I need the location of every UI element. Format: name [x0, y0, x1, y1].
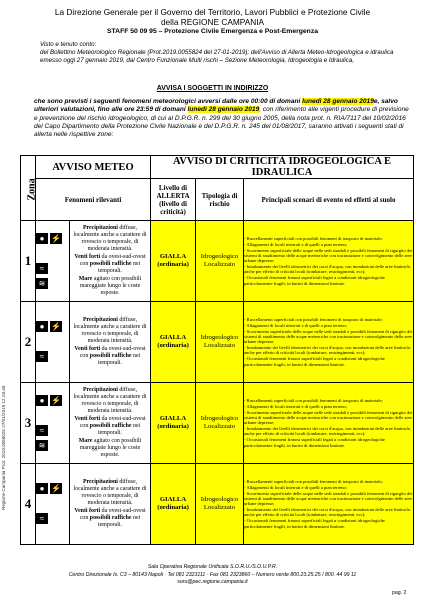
scenario-item: - Scorrimento superficiale delle acque nelle sedi stradali e possibili fenomeni di rigurgito dei sistemi di smaltimento delle acque meteoriche con tracimazione e coinvolgimento delle aree urbane depresse;: [244, 328, 413, 345]
scenario-item: - Ruscellamenti superficiali con possibili fenomeni di trasporto di materiale;: [244, 479, 383, 485]
weather-icons: [36, 464, 70, 545]
scenario-item: - Ruscellamenti superficiali con possibili fenomeni di trasporto di materiale;: [244, 398, 383, 404]
tipologia-header: Tipologia di rischio: [196, 179, 244, 221]
footer: [0, 564, 425, 587]
scenario-item: - Innalzamento dei livelli idrometrici dei corsi d'acqua, con inondazioni delle aree limitrofe, anche per effetto di criticità locali (tombature, restringimenti, ecc);: [244, 507, 411, 518]
rain-icon: ●: [36, 321, 48, 332]
fenomeni-cell: Precipitazioni diffuse, localmente anche a carattere di rovescio o temporale, di moderata intensità. Venti forti da ovest-sud-ovest con possibili raffiche nei temporali.: [70, 302, 151, 383]
footer-line-1: Sala Operativa Regionale Unificata S.O.R.U./S.O.U.P.R.: [147, 564, 278, 570]
protocol-stamp-text: Regione Campania Prot. 2019.0056025 27/01/2019 12.28.48: [1, 385, 6, 510]
zone-number: 4: [21, 464, 36, 545]
scenario-item: - Innalzamento dei livelli idrometrici dei corsi d'acqua, con inondazioni delle aree limitrofe, anche per effetto di criticità locali (tombature, restringimenti, ecc);: [244, 264, 411, 275]
body-date-2: lunedì 28 gennaio 2019: [187, 106, 260, 114]
protocol-stamp: [1, 340, 15, 510]
fenomeni-cell: Precipitazioni diffuse, localmente anche a carattere di rovescio o temporale, di moderata intensità. Venti forti da ovest-sud-ovest con possibili raffiche nei temporali.: [70, 464, 151, 545]
scenari-cell: [244, 221, 414, 302]
rain-icon: ●: [36, 233, 48, 244]
scenario-item: - Allagamenti di locali interrati e di quelli a pian terreno;: [244, 322, 348, 328]
scenario-item: - Scorrimento superficiale delle acque nelle sedi stradali e possibili fenomeni di rigurgito dei sistemi di smaltimento delle acque meteoriche con tracimazione e coinvolgimento delle aree urbane depresse;: [244, 247, 413, 264]
thunderstorm-icon: ⚡: [51, 233, 61, 243]
livello-allerta-cell: GIALLA (ordinaria): [151, 383, 196, 464]
footer-line-3: soru@pec.regione.campania.it: [177, 579, 248, 585]
livello-allerta-cell: GIALLA (ordinaria): [151, 221, 196, 302]
scenario-item: - Ruscellamenti superficiali con possibili fenomeni di trasporto di materiale;: [244, 317, 383, 323]
rain-icon: ●: [36, 483, 48, 494]
wind-icon: ≈: [36, 513, 48, 524]
scenario-item: - Allagamenti di locali interrati e di quelli a pian terreno;: [244, 241, 348, 247]
avvisa-heading: AVVISA I SOGGETTI IN INDIRIZZO: [156, 85, 269, 92]
sea-icon: ≋: [36, 440, 48, 451]
livello-allerta-cell: GIALLA (ordinaria): [151, 464, 196, 545]
livello-allerta-cell: GIALLA (ordinaria): [151, 302, 196, 383]
alert-table: [20, 155, 414, 545]
scenari-header: Principali scenari di evento ed effetti al suolo: [244, 179, 414, 221]
body-text: [34, 98, 409, 139]
zone-row: [21, 221, 414, 302]
scenario-item: - Allagamenti di locali interrati e di quelli a pian terreno;: [244, 403, 348, 409]
tipologia-cell: Idrogeologico Localizzato: [196, 383, 244, 464]
body-p3: e, salvo ulteriori valutazioni, fino alle ore 23:59 di domani: [34, 98, 398, 114]
scenario-item: - Innalzamento dei livelli idrometrici dei corsi d'acqua, con inondazioni delle aree limitrofe, anche per effetto di criticità locali (tombature, restringimenti, ecc);: [244, 426, 411, 437]
weather-icons: [36, 383, 70, 464]
scenario-item: - Occasionali fenomeni franosi superficiali legati a condizioni idrogeologiche particolarmente fragili, in bacini di dimensioni limitate.: [244, 356, 385, 367]
header-line-2: della REGIONE CAMPANIA: [160, 16, 265, 27]
fenomeni-cell: Precipitazioni diffuse, localmente anche a carattere di rovescio o temporale, di moderata intensità. Venti forti da ovest-sud-ovest con possibili raffiche nei temporali. Mare agitato con possibili mareggiate lungo le coste esposte.: [70, 383, 151, 464]
scenario-item: - Scorrimento superficiale delle acque nelle sedi stradali e possibili fenomeni di rigurgito dei sistemi di smaltimento delle acque meteoriche con tracimazione e coinvolgimento delle aree urbane depresse;: [244, 490, 413, 507]
body-date-1: lunedì 28 gennaio 2019: [302, 98, 374, 105]
scenario-item: - Occasionali fenomeni franosi superficiali legati a condizioni idrogeologiche particolarmente fragili, in bacini di dimensioni limitate.: [244, 518, 385, 529]
zone-row: [21, 464, 414, 545]
livello-header: Livello di ALLERTA (livello di criticità): [151, 179, 196, 221]
scenario-item: - Occasionali fenomeni franosi superficiali legati a condizioni idrogeologiche particolarmente fragili, in bacini di dimensioni limitate.: [244, 275, 385, 286]
staff-line: STAFF 50 09 95 – Protezione Civile Emergenza e Post-Emergenza: [106, 28, 319, 35]
rain-icon: ●: [36, 395, 48, 406]
scenario-item: - Occasionali fenomeni franosi superficiali legati a condizioni idrogeologiche particolarmente fragili, in bacini di dimensioni limitate.: [244, 437, 385, 448]
tipologia-cell: Idrogeologico Localizzato: [196, 302, 244, 383]
scenario-item: - Allagamenti di locali interrati e di quelli a pian terreno;: [244, 484, 348, 490]
page-number: pag. 2: [392, 590, 407, 596]
wind-icon: ≈: [36, 351, 48, 362]
scenari-cell: [244, 302, 414, 383]
thunderstorm-icon: ⚡: [51, 395, 61, 405]
wind-icon: ≈: [36, 425, 48, 436]
zone-number: 2: [21, 302, 36, 383]
fenomeni-cell: Precipitazioni diffuse, localmente anche a carattere di rovescio o temporale, di moderata intensità. Venti forti da ovest-sud-ovest con possibili raffiche nei temporali. Mare agitato con possibili mareggiate lungo le coste esposte.: [70, 221, 151, 302]
thunderstorm-icon: ⚡: [51, 484, 61, 493]
sea-icon: ≋: [36, 278, 48, 289]
zona-header: Zona: [21, 156, 36, 221]
body-p1: che sono previsti i seguenti fenomeni meteorologici avversi dalle ore 00:00 di domani: [34, 98, 301, 105]
zone-number: 3: [21, 383, 36, 464]
scenario-item: - Ruscellamenti superficiali con possibili fenomeni di trasporto di materiale;: [244, 236, 383, 242]
thunderstorm-icon: ⚡: [51, 322, 61, 331]
tipologia-cell: Idrogeologico Localizzato: [196, 221, 244, 302]
zone-row: [21, 383, 414, 464]
tipologia-cell: Idrogeologico Localizzato: [196, 464, 244, 545]
body-p5: , con riferimento alle vigenti procedure di previsione e prevenzione del rischio idrogeologico, di cui al D.P.G.R. n. 299 del 30 giugno 2005, della nota prot. n. RIA/7117 del 10/02/2016 del Capo Dipartimento della Protezione Civile Nazionale e del D.P.G.R. n. 245 del 01/08/2017, saranno attivati i seguenti stati di allerta nelle rispettive zone:: [34, 106, 409, 139]
scenari-cell: [244, 383, 414, 464]
wind-icon: ≈: [36, 263, 48, 274]
footer-line-2: Centro Direzionale Is. C3 – 80143 Napoli · Tel 081 2323111 · Fax 081 2323860 – Numero verde 800.23.25.25 / 800. 44 99 11: [68, 571, 357, 578]
avviso-criticita-header: AVVISO DI CRITICITÀ IDROGEOLOGICA E IDRAULICA: [151, 156, 414, 179]
visto-text: del Bollettino Meteorologico Regionale (Prot.2019.0055824 del 27-01-2019); dell'Avviso di Allerta Meteo-Idrogeologica e idraulica emesso oggi 27 gennaio 2019, dal Centro Funzionale Multi rischi – Sezione Meteorologia, Idrogeologia e Idraulica,: [40, 48, 394, 64]
avviso-meteo-header: AVVISO METEO: [36, 156, 151, 179]
zone-number: 1: [21, 221, 36, 302]
header-line-1: La Direzione Generale per il Governo del Territorio, Lavori Pubblici e Protezione Civile: [54, 7, 371, 17]
weather-icons: [36, 302, 70, 383]
zone-row: [21, 302, 414, 383]
scenario-item: - Innalzamento dei livelli idrometrici dei corsi d'acqua, con inondazioni delle aree limitrofe, anche per effetto di criticità locali (tombature, restringimenti, ecc);: [244, 345, 411, 356]
scenari-cell: [244, 464, 414, 545]
fenomeni-header: Fenomeni rilevanti: [36, 179, 151, 221]
scenario-item: - Scorrimento superficiale delle acque nelle sedi stradali e possibili fenomeni di rigurgito dei sistemi di smaltimento delle acque meteoriche con tracimazione e coinvolgimento delle aree urbane depresse;: [244, 409, 413, 426]
visto-block: [40, 41, 395, 64]
weather-icons: [36, 221, 70, 302]
document-header: [0, 8, 425, 27]
visto-title: Visto e tenuto conto:: [40, 41, 97, 48]
